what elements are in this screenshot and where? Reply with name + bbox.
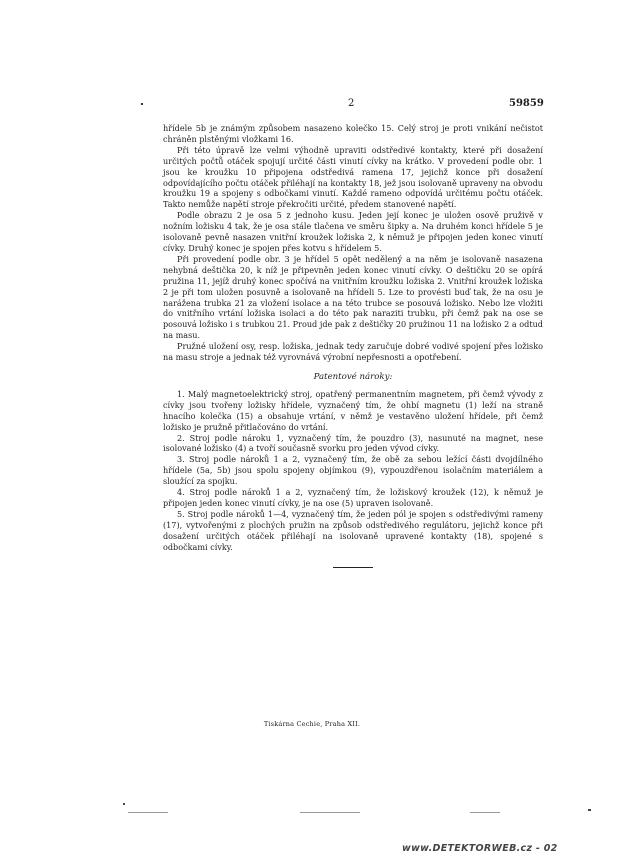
claim-item: 3. Stroj podle nároků 1 a 2, vyznačený tím, že obě za sebou ležící části dvojdílného hřídele (5a, 5b) jsou spolu spojeny objímkou (9), vypouzdřenou isolačním materiálem a sloužící za spojku. bbox=[163, 454, 543, 487]
claim-item: 1. Malý magnetoelektrický stroj, opatřený permanentním magnetem, při čemž vývody z cívky jsou tvořeny ložisky hřídele, vyznačený tím, že ohbí magnetu (1) leží na straně hnacího kolečka (15) a obsahuje vrtání, v němž je vestavěno uložení hřídele, při čemž ložisko je pružně přitlačováno do vrtání. bbox=[163, 388, 543, 432]
body-paragraph: hřídele 5b je známým způsobem nasazeno kolečko 15. Celý stroj je proti vnikání nečistot chráněn plstěnými vložkami 16. bbox=[163, 123, 543, 144]
body-paragraph: Při této úpravě lze velmi výhodně upraviti odstředivé kontakty, které při dosažení určitých počtů otáček spojují určité části vinutí cívky na krátko. V provedení podle obr. 1 jsou ke kroužku 10 připojena odstředivá ramena 17, jejichž konce při dosažení odpovídajícího počtu otáček přiléhají na kontakty 18, jež jsou isolovaně upraveny na obvodu kroužku 19 a spojeny s odbočkami vinutí. Každé rameno odpovídá určitému počtu otáček. Takto nemůže napětí stroje překročiti určité, předem stanovené napětí. bbox=[163, 144, 543, 210]
source-watermark: www.DETEKTORWEB.cz - 02 bbox=[402, 843, 558, 854]
end-divider bbox=[333, 567, 373, 568]
claim-item: 2. Stroj podle nároku 1, vyznačený tím, že pouzdro (3), nasunuté na magnet, nese isolované ložisko (4) a tvoří současně svorku pro jeden vývod cívky. bbox=[163, 432, 543, 454]
body-paragraph: Při provedení podle obr. 3 je hřídel 5 opět nedělený a na něm je isolovaně nasazena nehybná deštička 20, k níž je připevněn jeden konec vinutí cívky. O deštičku 20 se opírá pružina 11, jejíž druhý konec spočívá na vnitřním kroužku ložiska 2. Vnitřní kroužek ložiska 2 je při tom uložen posuvně a isolovaně na hřídeli 5. Lze to provésti buď tak, že na osu je narážena trubka 21 za vložení isolace a na této trubce se posouvá ložisko. Nebo lze vložiti do vnitřního vrtání ložiska isolaci a do této pak naraziti trubku, při čemž pak na ose se posouvá ložisko i s trubkou 21. Proud jde pak z deštičky 20 pružinou 11 na ložisko 2 a odtud na masu. bbox=[163, 253, 543, 341]
patent-number: 59859 bbox=[509, 98, 544, 109]
printer-imprint: Tiskárna Cechie, Praha XII. bbox=[263, 720, 361, 728]
claim-item: 5. Stroj podle nároků 1—4, vyznačený tím, že jeden pól je spojen s odstředivými rameny (17), vytvořenými z plochých pružin na způsob odstředivého regulátoru, jejichž konce při dosažení určitých otáček přiléhají na isolovaně upravené kontakty (18), spojené s odbočkami cívky. bbox=[163, 508, 543, 552]
page-number: 2 bbox=[348, 98, 355, 109]
scan-edge-mark bbox=[300, 812, 360, 813]
scan-speck bbox=[588, 809, 591, 811]
claim-item: 4. Stroj podle nároků 1 a 2, vyznačený tím, že ložiskový kroužek (12), k němuž je připojen jeden konec vinutí cívky, je na ose (5) upraven isolovaně. bbox=[163, 487, 543, 508]
body-paragraph: Podle obrazu 2 je osa 5 z jednoho kusu. Jeden její konec je uložen osově pruživě v nožním ložisku 4 tak, že je osa stále tlačena ve směru šipky a. Na druhém konci hřídele 5 je isolovaně pevně nasazen vnitřní kroužek ložiska 2, k němuž je připojen jeden konec vinutí cívky. Druhý konec je spojen přes kotvu s hřídelem 5. bbox=[163, 210, 543, 253]
scan-edge-mark bbox=[470, 812, 500, 813]
body-paragraph: Pružné uložení osy, resp. ložiska, jednak tedy zaručuje dobré vodivé spojení přes ložisko na masu stroje a jednak též vyrovnává výrobní nepřesnosti a opotřebení. bbox=[163, 341, 543, 363]
patent-text-column bbox=[163, 123, 543, 568]
scan-edge-mark bbox=[128, 812, 168, 813]
scan-speck bbox=[141, 103, 143, 105]
claims-heading: Patentové nároky: bbox=[313, 371, 393, 382]
scan-speck bbox=[123, 803, 125, 805]
